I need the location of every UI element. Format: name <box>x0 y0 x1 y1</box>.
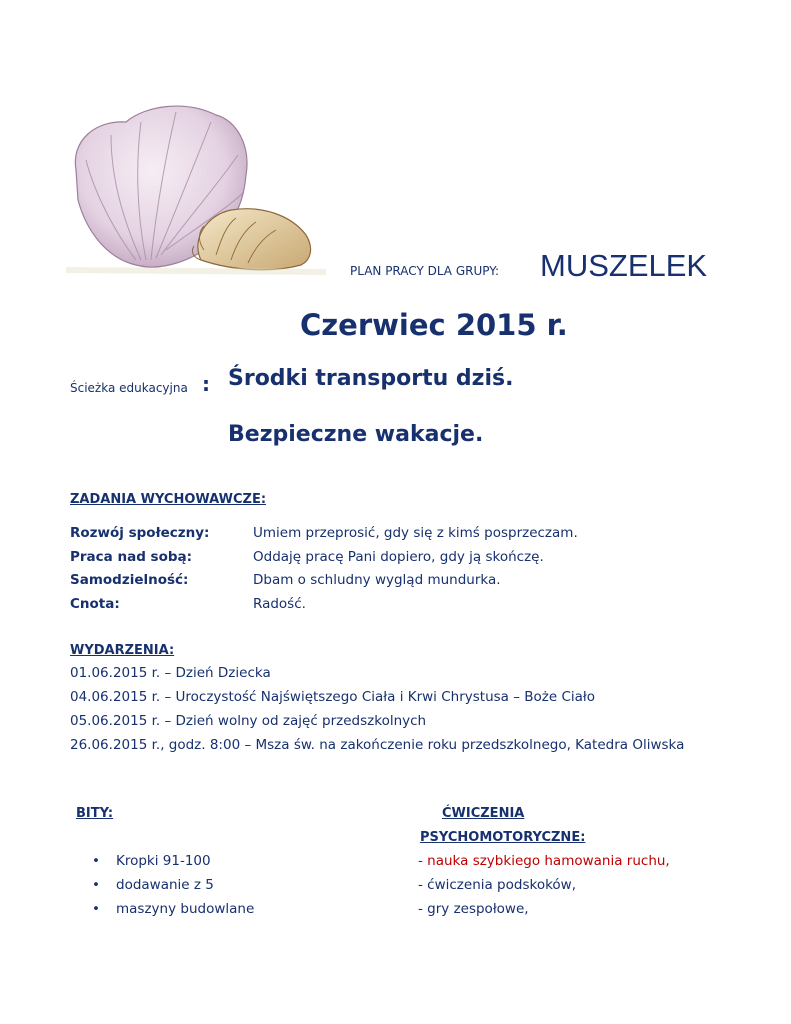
task-value: Umiem przeprosić, gdy się z kimś posprzeczam. <box>253 525 578 541</box>
event-item: 26.06.2015 r., godz. 8:00 – Msza św. na zakończenie roku przedszkolnego, Katedra Oliwska <box>70 737 685 753</box>
education-path-topic-1: Środki transportu dziś. <box>228 366 514 391</box>
task-label: Praca nad sobą: <box>70 549 193 565</box>
tasks-heading: ZADANIA WYCHOWAWCZE: <box>70 492 267 507</box>
bullet-icon: • <box>92 877 100 893</box>
exercises-heading-line1: ĆWICZENIA <box>442 806 525 821</box>
bits-item-label: dodawanie z 5 <box>116 877 214 893</box>
event-item: 05.06.2015 r. – Dzień wolny od zajęć przedszkolnych <box>70 713 427 729</box>
task-label: Samodzielność: <box>70 572 189 588</box>
bits-heading: BITY: <box>76 806 114 821</box>
event-item: 01.06.2015 r. – Dzień Dziecka <box>70 665 271 681</box>
task-value: Dbam o schludny wygląd mundurka. <box>253 572 501 588</box>
bits-list-item <box>92 853 211 869</box>
task-row <box>70 525 770 547</box>
exercise-item: - gry zespołowe, <box>418 901 529 917</box>
exercise-item: - ćwiczenia podskoków, <box>418 877 577 893</box>
bits-item-label: Kropki 91-100 <box>116 853 211 869</box>
education-path-topic-2: Bezpieczne wakacje. <box>228 422 484 447</box>
task-row <box>70 596 770 618</box>
task-label: Rozwój społeczny: <box>70 525 210 541</box>
bullet-icon: • <box>92 901 100 917</box>
bits-item-label: maszyny budowlane <box>116 901 255 917</box>
task-value: Radość. <box>253 596 306 612</box>
seashell-illustration <box>66 100 326 285</box>
events-heading: WYDARZENIA: <box>70 643 175 658</box>
bits-list-item <box>92 901 254 917</box>
task-row <box>70 549 770 571</box>
exercises-heading-line2: PSYCHOMOTORYCZNE: <box>420 830 586 845</box>
bullet-icon: • <box>92 853 100 869</box>
task-label: Cnota: <box>70 596 120 612</box>
task-value: Oddaję pracę Pani dopiero, gdy ją skończę. <box>253 549 544 565</box>
month-title: Czerwiec 2015 r. <box>300 308 568 342</box>
bits-list-item <box>92 877 214 893</box>
event-item: 04.06.2015 r. – Uroczystość Najświętszego Ciała i Krwi Chrystusa – Boże Ciało <box>70 689 596 705</box>
exercise-item: - nauka szybkiego hamowania ruchu, <box>418 853 670 869</box>
education-path-colon: : <box>202 372 210 396</box>
plan-label: PLAN PRACY DLA GRUPY: <box>350 264 499 278</box>
task-row <box>70 572 770 594</box>
education-path-label: Ścieżka edukacyjna <box>70 381 188 395</box>
group-name: MUSZELEK <box>540 248 708 283</box>
